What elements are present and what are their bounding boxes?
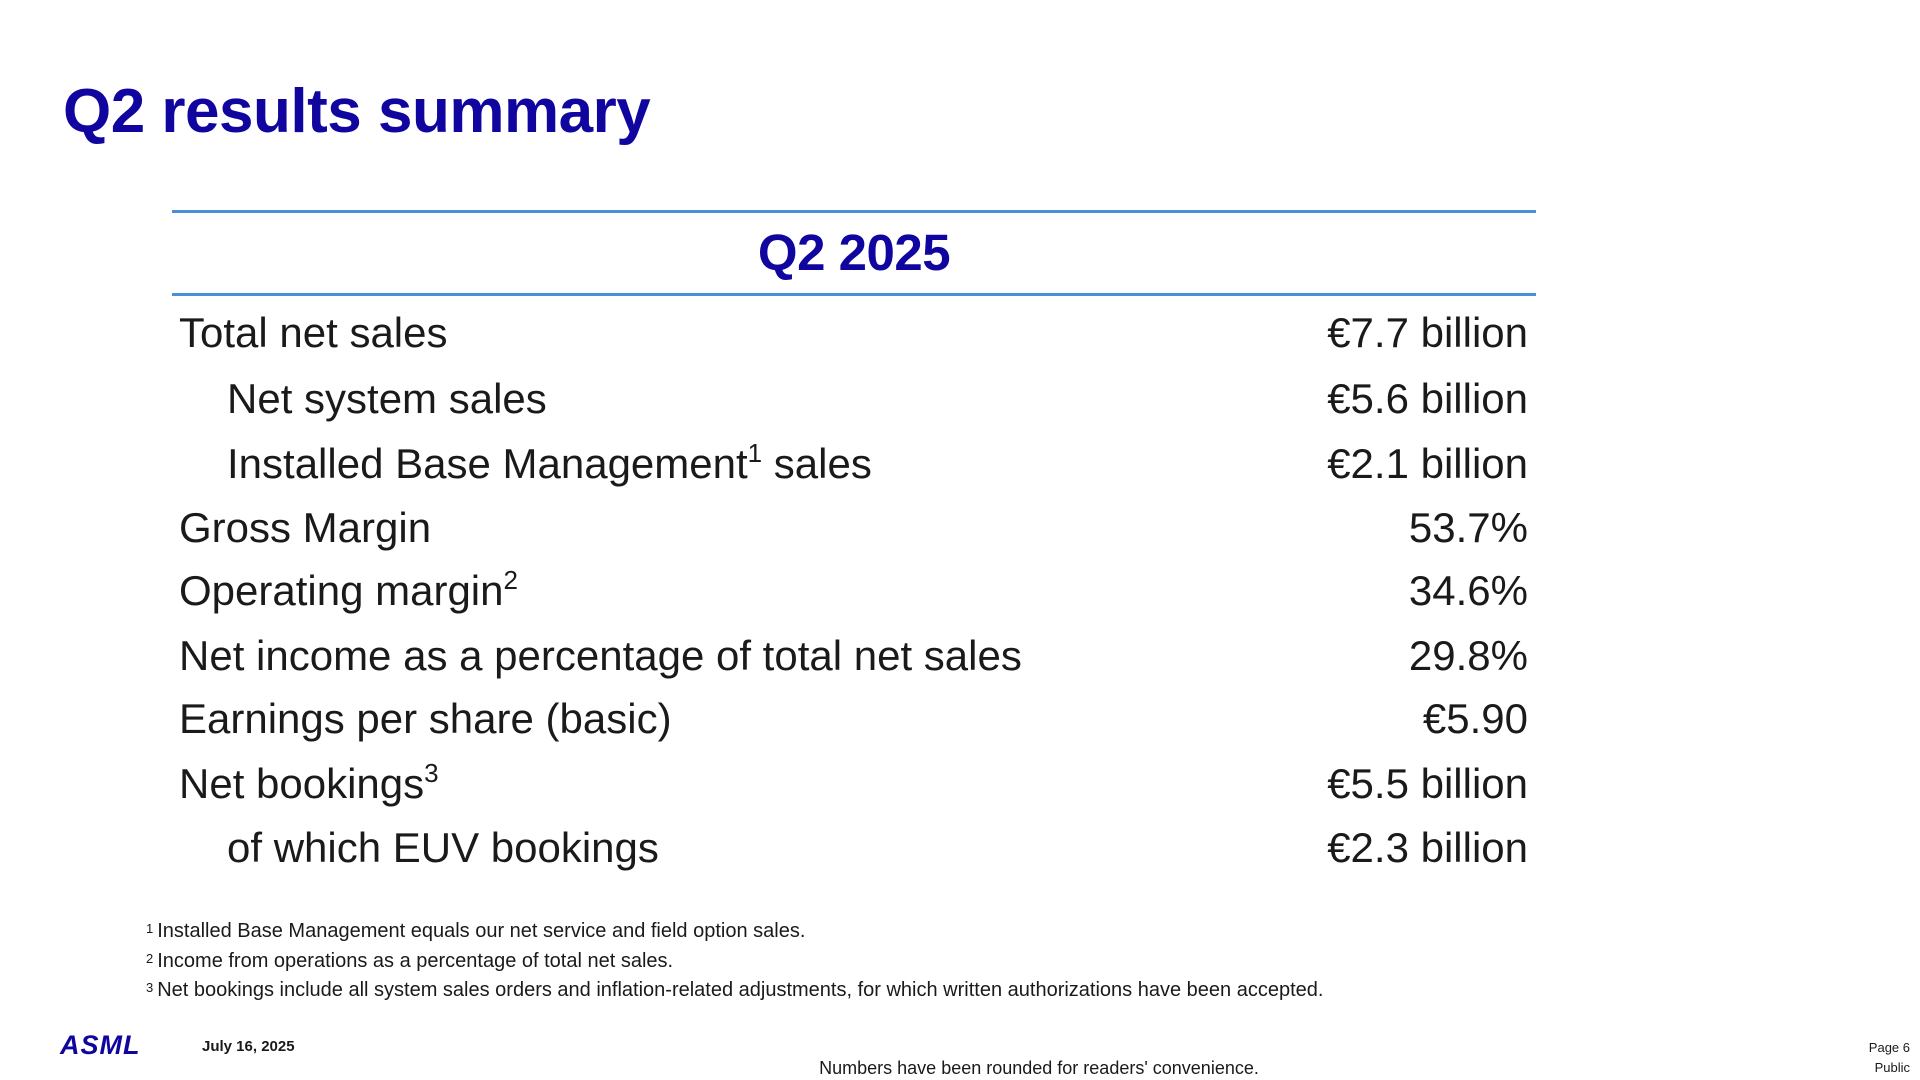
- row-label: Operating margin$^2$: [179, 565, 518, 614]
- table-row: [172, 430, 1536, 498]
- footnote-marker: 2: [503, 565, 518, 595]
- row-label: of which EUV bookings: [227, 824, 659, 871]
- row-value: €5.6 billion: [1327, 375, 1528, 422]
- row-value: 29.8%: [1408, 632, 1528, 679]
- asml-logo: ASML: [60, 1030, 141, 1060]
- row-label: Gross Margin: [179, 504, 432, 551]
- table-row: [172, 498, 1536, 558]
- footnote-marker: 3: [424, 758, 439, 788]
- table-row: [172, 688, 1536, 750]
- classification-label: Public: [1874, 1060, 1910, 1075]
- row-value: €2.1 billion: [1327, 440, 1528, 487]
- footnotes: [146, 917, 1323, 1006]
- row-value: €2.3 billion: [1327, 824, 1528, 871]
- row-label: Total net sales: [179, 309, 448, 356]
- row-value: €5.90: [1422, 695, 1528, 742]
- row-label: Net system sales: [227, 375, 547, 422]
- page-info: [1869, 1038, 1910, 1078]
- slide-title: Q2 results summary: [63, 77, 651, 146]
- row-value: €5.5 billion: [1327, 760, 1528, 807]
- row-label: Installed Base Management$^1$ sales: [227, 438, 872, 487]
- footnote: $^3$ Net bookings include all system sales orders and inflation-related adjustments, for which written authorizations have been accepted.: [146, 979, 1324, 1001]
- rounding-note: Numbers have been rounded for readers' convenience.: [819, 1058, 1259, 1078]
- table-row: [172, 818, 1536, 878]
- table-row: [172, 624, 1536, 688]
- table-row: [172, 368, 1536, 430]
- table-column-header: Q2 2025: [757, 224, 951, 281]
- footnote: $^2$ Income from operations as a percentage of total net sales.: [146, 949, 674, 972]
- page-number: Page 6: [1868, 1040, 1910, 1055]
- row-value: €7.7 billion: [1327, 309, 1528, 356]
- footer-date: July 16, 2025: [202, 1038, 295, 1055]
- row-label: Net bookings$^3$: [179, 758, 439, 807]
- footnote-marker: 1: [747, 438, 763, 468]
- results-table: [172, 210, 1536, 878]
- row-value: 53.7%: [1408, 504, 1528, 551]
- footnote: $^1$ Installed Base Management equals our net service and field option sales.: [146, 920, 806, 942]
- table-row: [172, 296, 1536, 368]
- table-row: [172, 750, 1536, 818]
- row-value: 34.6%: [1408, 567, 1528, 614]
- row-label: Net income as a percentage of total net sales: [179, 632, 1022, 679]
- table-row: [172, 558, 1536, 624]
- row-label: Earnings per share (basic): [179, 695, 672, 742]
